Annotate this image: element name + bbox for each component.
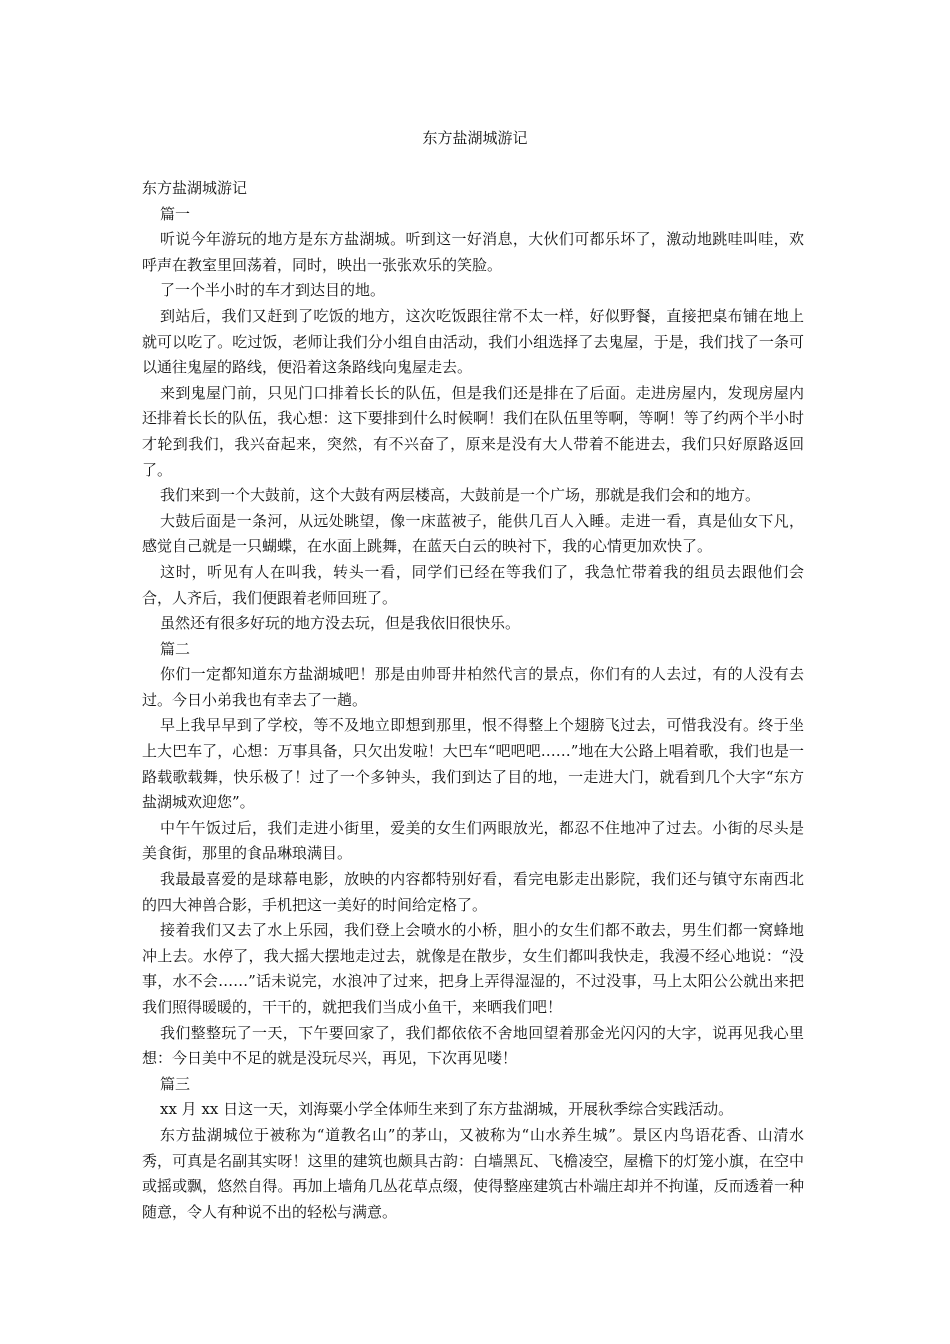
paragraph: 听说今年游玩的地方是东方盐湖城。听到这一好消息，大伙们可都乐坏了，激动地跳哇叫哇，欢呼声在教室里回荡着，同时，映出一张张欢乐的笑脸。 [142,230,804,274]
paragraph: xx 月 xx 日这一天，刘海粟小学全体师生来到了东方盐湖城，开展秋季综合实践活动。 [160,1100,734,1119]
paragraph: 中午午饭过后，我们走进小街里，爱美的女生们两眼放光，都忍不住地冲了过去。小街的尽头是美食街，那里的食品琳琅满目。 [142,818,804,863]
paragraph: 我最最喜爱的是球幕电影，放映的内容都特别好看，看完电影走出影院，我们还与镇守东南西北的四大神兽合影，手机把这一美好的时间给定格了。 [142,870,804,914]
paragraph: 了一个半小时的车才到达目的地。 [160,281,386,300]
paragraph: 东方盐湖城位于被称为“道教名山”的茅山，又被称为“山水养生城”。景区内鸟语花香、山清水秀，可真是名副其实呀！这里的建筑也颇具古韵：白墙黑瓦、飞檐凌空，屋檐下的灯笼小旗，在空中或摇或飘，悠然自得。再加上墙角几丛花草点缀，使得整座建筑古朴端庄却并不拘谨，反而透着一种随意，令人有种说不出的轻松与满意。 [142,1125,804,1221]
section-heading: 篇一 [160,204,191,223]
document-title: 东方盐湖城游记 [422,129,528,147]
paragraph: 到站后，我们又赶到了吃饭的地方，这次吃饭跟往常不太一样，好似野餐，直接把桌布铺在地上就可以吃了。吃过饭，老师让我们分小组自由活动，我们小组选择了去鬼屋，于是，我们找了一条可以通往鬼屋的路线，便沿着这条路线向鬼屋走去。 [142,306,804,377]
paragraph: 大鼓后面是一条河，从远处眺望，像一床蓝被子，能供几百人入睡。走进一看，真是仙女下凡，感觉自己就是一只蝴蝶，在水面上跳舞，在蓝天白云的映衬下，我的心情更加欢快了。 [142,511,804,556]
paragraph: 我们整整玩了一天，下午要回家了，我们都依依不舍地回望着那金光闪闪的大字，说再见我心里想：今日美中不足的就是没玩尽兴，再见，下次再见喽！ [142,1023,804,1068]
document-body [142,176,804,1225]
paragraph: 你们一定都知道东方盐湖城吧！那是由帅哥井柏然代言的景点，你们有的人去过，有的人没有去过。今日小弟我也有幸去了一趟。 [142,665,804,709]
paragraph: 接着我们又去了水上乐园，我们登上会喷水的小桥，胆小的女生们都不敢去，男生们都一窝蜂地冲上去。水停了，我大摇大摆地走过去，就像是在散步，女生们都叫我快走，我漫不经心地说：“没事，水不会……”话未说完，水浪冲了过来，把身上弄得湿湿的，不过没事，马上太阳公公就出来把我们照得暖暖的，干干的，就把我们当成小鱼干，来晒我们吧！ [142,921,804,1016]
section-heading: 篇三 [160,1074,191,1093]
section-heading: 篇二 [160,639,191,658]
paragraph: 早上我早早到了学校，等不及地立即想到那里，恨不得整上个翅膀飞过去，可惜我没有。终于坐上大巴车了，心想：万事具备，只欠出发啦！大巴车“吧吧吧……”地在大公路上唱着歌，我们也是一路载歌载舞，快乐极了！过了一个多钟头，我们到达了目的地，一走进大门，就看到几个大字“东方盐湖城欢迎您”。 [142,716,804,812]
document-subtitle: 东方盐湖城游记 [142,179,248,197]
paragraph: 这时，听见有人在叫我，转头一看，同学们已经在等我们了，我急忙带着我的组员去跟他们会合，人齐后，我们便跟着老师回班了。 [142,562,804,607]
paragraph: 来到鬼屋门前，只见门口排着长长的队伍，但是我们还是排在了后面。走进房屋内，发现房屋内还排着长长的队伍，我心想：这下要排到什么时候啊！我们在队伍里等啊，等啊！等了约两个半小时才轮到我们，我兴奋起来，突然，有不兴奋了，原来是没有大人带着不能进去，我们只好原路返回了。 [142,383,804,479]
paragraph: 我们来到一个大鼓前，这个大鼓有两层楼高，大鼓前是一个广场，那就是我们会和的地方。 [160,486,761,505]
paragraph: 虽然还有很多好玩的地方没去玩，但是我依旧很快乐。 [160,614,521,633]
